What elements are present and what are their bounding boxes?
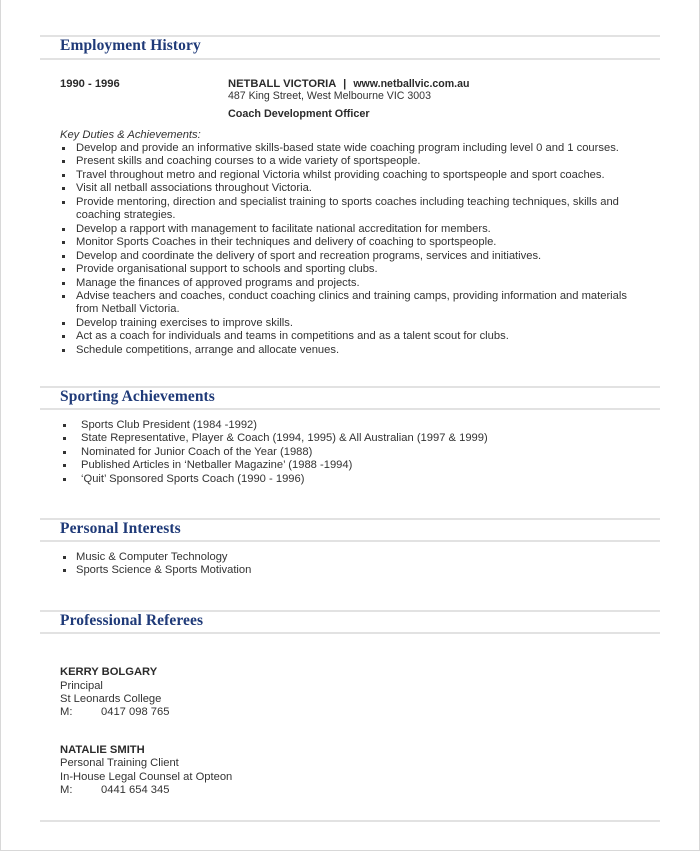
list-item-text: Published Articles in ‘Netballer Magazine’ (1988 -1994): [81, 459, 353, 472]
referee-title: Principal: [60, 680, 103, 692]
list-item: [60, 459, 488, 472]
bullet-icon: [63, 464, 66, 467]
referee-phone-label: M:: [60, 784, 73, 796]
list-item: [60, 142, 627, 155]
list-item: [60, 432, 488, 445]
bullet-icon: [63, 478, 66, 481]
employment-dates: 1990 - 1996: [60, 78, 120, 90]
bullet-icon: [62, 295, 65, 298]
list-item: [60, 564, 251, 577]
list-item: [60, 250, 627, 263]
bullet-icon: [62, 349, 65, 352]
employer-website: www.netballvic.com.au: [353, 78, 470, 90]
bullet-icon: [63, 451, 66, 454]
referee-phone: 0417 098 765: [101, 706, 170, 718]
list-item: [60, 344, 627, 357]
page-bottom-rule: [40, 820, 660, 822]
list-item: [60, 551, 251, 564]
list-item-text: from Netball Victoria.: [76, 303, 180, 316]
list-item-text: Develop and coordinate the delivery of sport and recreation programs, services and initiatives.: [76, 249, 542, 262]
bullet-icon: [62, 147, 65, 150]
list-item-text: Act as a coach for individuals and teams in competitions and as a talent scout for clubs.: [76, 330, 509, 343]
bullet-icon: [62, 160, 65, 163]
bullet-icon: [62, 174, 65, 177]
list-item-text: State Representative, Player & Coach (1994, 1995) & All Australian (1997 & 1999): [81, 432, 488, 445]
bullet-icon: [63, 556, 66, 559]
list-item-text: Develop a rapport with management to facilitate national accreditation for members.: [76, 222, 491, 235]
list-item-text: Monitor Sports Coaches in their techniques and delivery of coaching to sportspeople.: [76, 236, 497, 249]
duties-list: [60, 142, 627, 357]
section-heading-sporting: Sporting Achievements: [60, 388, 215, 405]
list-item-text: Travel throughout metro and regional Victoria whilst providing coaching to sportspeople and sport coaches.: [76, 168, 605, 181]
referee-title: Personal Training Client: [60, 757, 179, 769]
section-heading-interests: Personal Interests: [60, 520, 181, 537]
list-item-text: Schedule competitions, arrange and allocate venues.: [76, 343, 340, 356]
list-item: [60, 223, 627, 236]
bullet-icon: [63, 424, 66, 427]
bullet-icon: [63, 437, 66, 440]
section-rule-bottom: [40, 58, 660, 60]
list-item-text: Sports Club President (1984 -1992): [81, 419, 257, 431]
list-item-text: Present skills and coaching courses to a wide variety of sportspeople.: [76, 155, 421, 168]
referee-name: KERRY BOLGARY: [60, 666, 158, 678]
list-item-text: Provide organisational support to schools and sporting clubs.: [76, 263, 378, 276]
list-item-text: Provide mentoring, direction and specialist training to sports coaches including teaching techniques, skills and: [76, 195, 619, 208]
section-rule-bottom: [40, 540, 660, 542]
bullet-icon: [62, 228, 65, 231]
bullet-icon: [62, 255, 65, 258]
list-item-text: Visit all netball associations throughout Victoria.: [76, 182, 312, 195]
list-item-text: Sports Science & Sports Motivation: [76, 564, 252, 577]
section-heading-employment: Employment History: [60, 37, 201, 54]
list-item: [60, 182, 627, 195]
section-rule-bottom: [40, 408, 660, 410]
duties-label: Key Duties & Achievements:: [60, 129, 201, 141]
list-item: [60, 263, 627, 276]
bullet-icon: [63, 569, 66, 572]
list-item: [60, 277, 627, 290]
employer-name: NETBALL VICTORIA: [228, 78, 336, 90]
bullet-icon: [62, 241, 65, 244]
list-item: [60, 169, 627, 182]
list-item-text: Develop and provide an informative skills-based state wide coaching program including level 0 and 1 courses.: [76, 142, 619, 154]
referee-org: In-House Legal Counsel at Opteon: [60, 771, 233, 783]
bullet-icon: [62, 201, 65, 204]
employer-address: 487 King Street, West Melbourne VIC 3003: [228, 90, 431, 102]
sporting-list: [60, 419, 488, 486]
list-item-text: Advise teachers and coaches, conduct coaching clinics and training camps, providing information and materials: [76, 289, 627, 302]
list-item: [60, 196, 627, 223]
employer-separator: |: [343, 78, 347, 90]
bullet-icon: [62, 187, 65, 190]
list-item: [60, 473, 488, 486]
section-heading-referees: Professional Referees: [60, 612, 204, 629]
referee-phone: 0441 654 345: [101, 784, 170, 796]
list-item-text: ‘Quit’ Sponsored Sports Coach (1990 - 1996): [81, 472, 305, 485]
list-item-text: coaching strategies.: [76, 209, 176, 222]
list-item: [60, 419, 488, 432]
bullet-icon: [62, 282, 65, 285]
list-item: [60, 236, 627, 249]
bullet-icon: [62, 322, 65, 325]
position-title: Coach Development Officer: [228, 108, 370, 120]
list-item: [60, 155, 627, 168]
referee-phone-label: M:: [60, 706, 73, 718]
list-item-text: Manage the finances of approved programs and projects.: [76, 276, 360, 289]
section-rule-bottom: [40, 632, 660, 634]
list-item: [60, 446, 488, 459]
interests-list: [60, 551, 251, 578]
bullet-icon: [62, 268, 65, 271]
list-item: [60, 330, 627, 343]
list-item-text: Develop training exercises to improve skills.: [76, 316, 293, 329]
list-item-text: Music & Computer Technology: [76, 551, 228, 563]
referee-org: St Leonards College: [60, 693, 162, 705]
list-item: [60, 317, 627, 330]
bullet-icon: [62, 335, 65, 338]
list-item: [60, 290, 627, 317]
referee-name: NATALIE SMITH: [60, 744, 145, 756]
list-item-text: Nominated for Junior Coach of the Year (1988): [81, 445, 313, 458]
